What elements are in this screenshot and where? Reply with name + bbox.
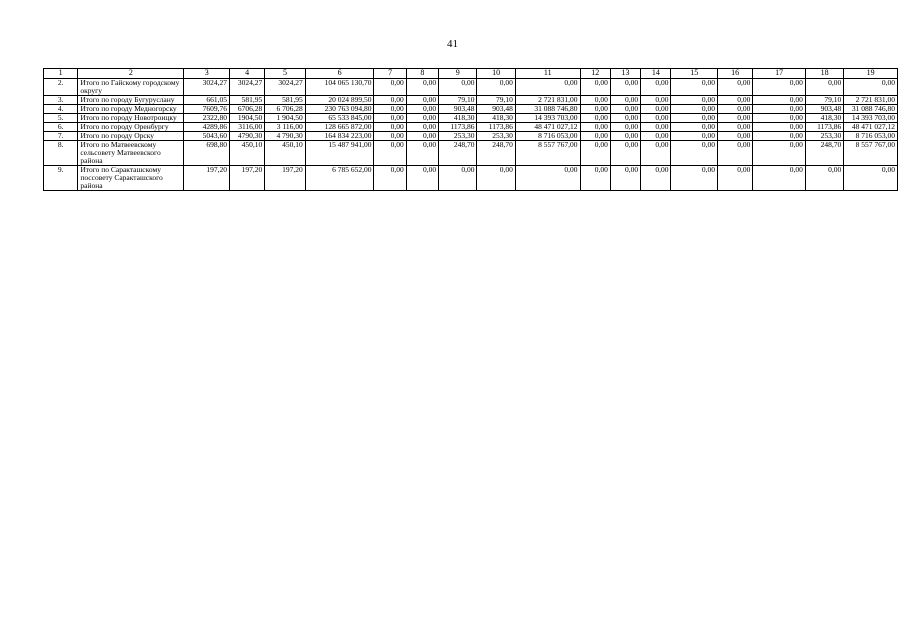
table-cell: 0,00 <box>753 123 806 132</box>
table-cell: 0,00 <box>580 166 610 191</box>
table-cell: 197,20 <box>229 166 264 191</box>
table-cell: 0,00 <box>406 79 438 96</box>
table-cell: 0,00 <box>610 79 640 96</box>
table-cell: 0,00 <box>610 141 640 166</box>
table-cell: 0,00 <box>805 166 843 191</box>
table-row <box>44 132 898 141</box>
table-cell: 8 557 767,00 <box>515 141 580 166</box>
table-cell: 0,00 <box>641 132 671 141</box>
row-name-cell: Итого по городу Орску <box>78 132 184 141</box>
table-cell: 0,00 <box>717 132 752 141</box>
table-row <box>44 123 898 132</box>
column-header-15: 15 <box>671 69 717 79</box>
column-header-13: 13 <box>610 69 640 79</box>
table-cell: 0,00 <box>641 141 671 166</box>
table-cell: 0,00 <box>374 79 406 96</box>
column-header-4: 4 <box>229 69 264 79</box>
table-cell: 79,10 <box>805 96 843 105</box>
table-cell: 2322,80 <box>184 114 229 123</box>
table-cell: 418,30 <box>477 114 515 123</box>
table-cell: 1 904,50 <box>265 114 305 123</box>
table-cell: 104 065 130,70 <box>305 79 374 96</box>
table-cell: 248,70 <box>805 141 843 166</box>
table-cell: 3024,27 <box>229 79 264 96</box>
table-cell: 0,00 <box>641 114 671 123</box>
table-cell: 903,48 <box>477 105 515 114</box>
page-number: 41 <box>447 38 458 50</box>
table-cell: 0,00 <box>610 166 640 191</box>
table-cell: 0,00 <box>717 166 752 191</box>
table-cell: 0,00 <box>717 123 752 132</box>
row-number-cell: 6. <box>44 123 78 132</box>
table-cell: 248,70 <box>439 141 477 166</box>
table-cell: 0,00 <box>717 105 752 114</box>
table-cell: 3116,00 <box>229 123 264 132</box>
table-cell: 0,00 <box>671 166 717 191</box>
table-body <box>44 79 898 191</box>
column-header-2: 2 <box>78 69 184 79</box>
row-number-cell: 4. <box>44 105 78 114</box>
table-cell: 0,00 <box>641 123 671 132</box>
table-cell: 0,00 <box>753 105 806 114</box>
table-cell: 0,00 <box>610 132 640 141</box>
table-cell: 0,00 <box>406 132 438 141</box>
table-cell: 0,00 <box>753 141 806 166</box>
table-row <box>44 79 898 96</box>
table-cell: 0,00 <box>610 96 640 105</box>
row-name-cell: Итого по городу Новотроицку <box>78 114 184 123</box>
table-cell: 1173,86 <box>439 123 477 132</box>
summary-table <box>43 68 898 191</box>
table-cell: 0,00 <box>671 114 717 123</box>
row-number-cell: 3. <box>44 96 78 105</box>
table-cell: 31 088 746,80 <box>515 105 580 114</box>
table-cell: 0,00 <box>844 79 898 96</box>
table-cell: 0,00 <box>374 132 406 141</box>
table-cell: 0,00 <box>580 114 610 123</box>
table-cell: 0,00 <box>439 79 477 96</box>
table-cell: 0,00 <box>580 132 610 141</box>
table-row <box>44 96 898 105</box>
table-cell: 20 024 899,50 <box>305 96 374 105</box>
column-header-9: 9 <box>439 69 477 79</box>
table-cell: 0,00 <box>671 123 717 132</box>
table-cell: 0,00 <box>374 114 406 123</box>
row-number-cell: 2. <box>44 79 78 96</box>
column-header-6: 6 <box>305 69 374 79</box>
table-cell: 0,00 <box>753 132 806 141</box>
table-cell: 0,00 <box>641 96 671 105</box>
table-cell: 0,00 <box>753 79 806 96</box>
table-cell: 0,00 <box>671 132 717 141</box>
table-cell: 0,00 <box>753 114 806 123</box>
table-cell: 0,00 <box>515 79 580 96</box>
table-cell: 1904,50 <box>229 114 264 123</box>
table-cell: 0,00 <box>641 79 671 96</box>
table-cell: 0,00 <box>844 166 898 191</box>
column-header-5: 5 <box>265 69 305 79</box>
table-cell: 0,00 <box>717 141 752 166</box>
table-cell: 0,00 <box>406 141 438 166</box>
column-header-12: 12 <box>580 69 610 79</box>
table-cell: 3 116,00 <box>265 123 305 132</box>
table-cell: 698,80 <box>184 141 229 166</box>
table-cell: 0,00 <box>641 166 671 191</box>
table-cell: 0,00 <box>610 123 640 132</box>
column-header-19: 19 <box>844 69 898 79</box>
table-cell: 1173,86 <box>477 123 515 132</box>
table-cell: 0,00 <box>374 141 406 166</box>
table-cell: 4790,30 <box>229 132 264 141</box>
table-cell: 230 763 094,80 <box>305 105 374 114</box>
table-cell: 418,30 <box>805 114 843 123</box>
table-cell: 0,00 <box>671 141 717 166</box>
table-cell: 0,00 <box>439 166 477 191</box>
row-name-cell: Итого по городу Оренбургу <box>78 123 184 132</box>
table-cell: 0,00 <box>477 166 515 191</box>
row-name-cell: Итого по Саракташскому поссовету Саракташского района <box>78 166 184 191</box>
row-number-cell: 7. <box>44 132 78 141</box>
table-cell: 2 721 831,00 <box>515 96 580 105</box>
column-header-16: 16 <box>717 69 752 79</box>
table-cell: 248,70 <box>477 141 515 166</box>
table-cell: 0,00 <box>753 166 806 191</box>
table-row <box>44 166 898 191</box>
table-cell: 8 557 767,00 <box>844 141 898 166</box>
table-cell: 0,00 <box>580 79 610 96</box>
table-cell: 14 393 703,00 <box>515 114 580 123</box>
table-cell: 0,00 <box>374 105 406 114</box>
row-name-cell: Итого по Матвеевскому сельсовету Матвеевского района <box>78 141 184 166</box>
table-cell: 253,30 <box>477 132 515 141</box>
table-cell: 253,30 <box>439 132 477 141</box>
table-cell: 0,00 <box>406 105 438 114</box>
table-cell: 0,00 <box>580 96 610 105</box>
table-cell: 0,00 <box>610 105 640 114</box>
column-header-11: 11 <box>515 69 580 79</box>
table-cell: 0,00 <box>641 105 671 114</box>
table-cell: 0,00 <box>717 79 752 96</box>
table-cell: 253,30 <box>805 132 843 141</box>
table-cell: 48 471 027,12 <box>844 123 898 132</box>
table-cell: 0,00 <box>671 105 717 114</box>
table-cell: 0,00 <box>671 96 717 105</box>
table-cell: 0,00 <box>515 166 580 191</box>
table-cell: 128 665 872,00 <box>305 123 374 132</box>
table-cell: 661,05 <box>184 96 229 105</box>
table-cell: 3024,27 <box>184 79 229 96</box>
row-number-cell: 5. <box>44 114 78 123</box>
table-cell: 48 471 027,12 <box>515 123 580 132</box>
column-header-8: 8 <box>406 69 438 79</box>
column-header-18: 18 <box>805 69 843 79</box>
table-cell: 0,00 <box>374 166 406 191</box>
table-cell: 7609,76 <box>184 105 229 114</box>
table-cell: 3024,27 <box>265 79 305 96</box>
table-cell: 79,10 <box>477 96 515 105</box>
column-header-17: 17 <box>753 69 806 79</box>
table-cell: 65 533 845,00 <box>305 114 374 123</box>
table-cell: 0,00 <box>406 96 438 105</box>
table-cell: 0,00 <box>671 79 717 96</box>
table-cell: 0,00 <box>805 79 843 96</box>
table-cell: 197,20 <box>265 166 305 191</box>
table-row <box>44 114 898 123</box>
table-cell: 15 487 941,00 <box>305 141 374 166</box>
row-name-cell: Итого по городу Бугуруслану <box>78 96 184 105</box>
row-number-cell: 9. <box>44 166 78 191</box>
table-cell: 197,20 <box>184 166 229 191</box>
table-cell: 31 088 746,80 <box>844 105 898 114</box>
table-cell: 0,00 <box>406 123 438 132</box>
table-cell: 0,00 <box>717 114 752 123</box>
table-cell: 0,00 <box>477 79 515 96</box>
table-cell: 6706,28 <box>229 105 264 114</box>
table-cell: 0,00 <box>406 166 438 191</box>
table-cell: 8 716 053,00 <box>515 132 580 141</box>
table-cell: 581,95 <box>265 96 305 105</box>
column-header-10: 10 <box>477 69 515 79</box>
table-cell: 0,00 <box>753 96 806 105</box>
column-header-3: 3 <box>184 69 229 79</box>
table-cell: 164 834 223,00 <box>305 132 374 141</box>
row-number-cell: 8. <box>44 141 78 166</box>
table-cell: 4 790,30 <box>265 132 305 141</box>
table-cell: 903,48 <box>805 105 843 114</box>
table-cell: 450,10 <box>265 141 305 166</box>
table-cell: 0,00 <box>717 96 752 105</box>
row-name-cell: Итого по Гайскому городскому округу <box>78 79 184 96</box>
table-cell: 4289,86 <box>184 123 229 132</box>
table-cell: 1173,86 <box>805 123 843 132</box>
column-header-7: 7 <box>374 69 406 79</box>
table-cell: 14 393 703,00 <box>844 114 898 123</box>
table-cell: 0,00 <box>374 123 406 132</box>
column-header-1: 1 <box>44 69 78 79</box>
table-cell: 6 785 652,00 <box>305 166 374 191</box>
table-cell: 903,48 <box>439 105 477 114</box>
table-cell: 2 721 831,00 <box>844 96 898 105</box>
table-cell: 0,00 <box>580 123 610 132</box>
table-cell: 581,95 <box>229 96 264 105</box>
table-cell: 418,30 <box>439 114 477 123</box>
table-cell: 0,00 <box>610 114 640 123</box>
table-cell: 0,00 <box>580 105 610 114</box>
table-row <box>44 105 898 114</box>
table-cell: 0,00 <box>580 141 610 166</box>
column-header-14: 14 <box>641 69 671 79</box>
table-cell: 6 706,28 <box>265 105 305 114</box>
table-cell: 79,10 <box>439 96 477 105</box>
table-cell: 0,00 <box>406 114 438 123</box>
table-cell: 5043,60 <box>184 132 229 141</box>
table-cell: 8 716 053,00 <box>844 132 898 141</box>
table-cell: 450,10 <box>229 141 264 166</box>
header-row <box>44 69 898 79</box>
table-cell: 0,00 <box>374 96 406 105</box>
row-name-cell: Итого по городу Медногорску <box>78 105 184 114</box>
table-row <box>44 141 898 166</box>
